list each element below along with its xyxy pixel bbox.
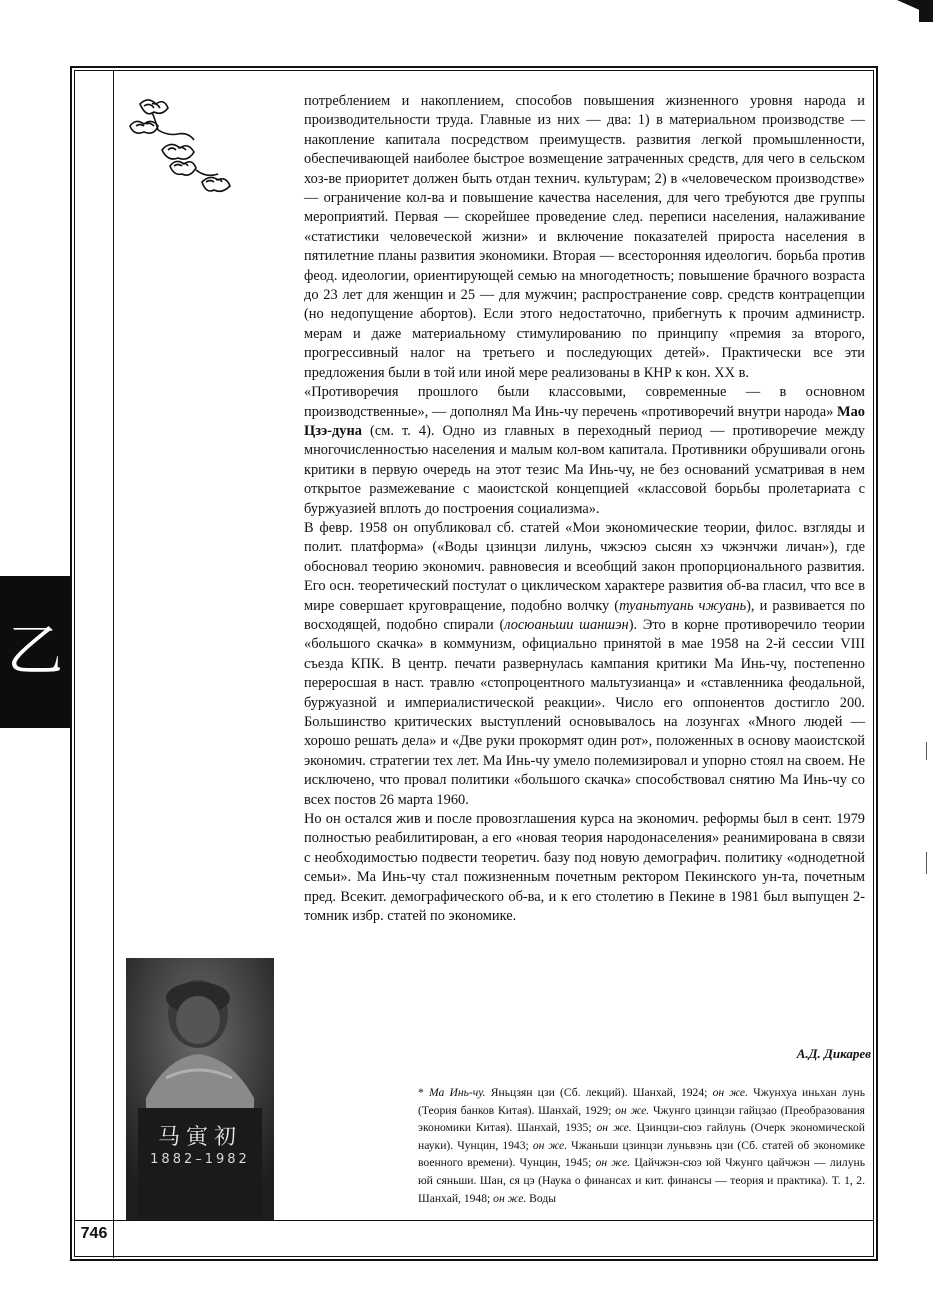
chinese-term: лосюаньши шаншэн [504,616,629,633]
bib-ibid: он же. [615,1103,650,1117]
scan-artifact-line [926,742,927,760]
bib-author: Ма Инь-чу. [429,1086,486,1099]
text-run: ), и развивается по восходящей, подобно спирали ( [304,597,865,633]
paragraph [304,519,865,810]
text-run: Цайчжэн-сюэ юй Чжунго цайчжэн — лилунь юй сяньши. Шан, ся цэ (Наука о финансах и кит. финансы — теория и практика). Т. 1, 2. Шанхай, 1948; [418,1156,865,1205]
cross-reference-name: Мао Цзэ-дуна [304,403,865,439]
paragraph [304,383,865,519]
paragraph: потреблением и накоплением, способов повышения жизненного уровня народа и производительности труда. Главные из них — два: 1) в материальном производстве — накопление капитала посредством преимуществ. развития легкой промышленности, обеспечивающей наиболее быстрое возмещение затраченных средств, для чего в сельском хоз-ве приоритет должен быть отдан технич. культурам; 2) в «человеческом производстве» — ограничение кол-ва и повышение качества населения, для чего требуются две группы мероприятий. Первая — скорейшее проведение след. переписи населения, налаживание «статистики человеческой жизни» и включение показателей прироста населения в пятилетние планы развития экономики. Вторая — всесторонняя идеологич. борьба против феод. идеологии, ориентирующей семью на многодетность; повышение брачного возраста до 23 лет для женщин и 25 — для мужчин; распространение совр. средств контрацепции (но недопущение абортов). Если этого недостаточно, прибегнуть к прочим администр. мерам и даже материальному стимулированию по принципу «премия за второго, прогрессивный налог на третьего и последующих детей». Практически все эти предложения были в той или иной мере реализованы в КНР к кон. XX в. [304,93,865,381]
left-margin-rule [113,70,114,1258]
text-run: Чжунго цзинцзи гайцзао (Преобразования экономики Китая). Шанхай, 1935; [418,1103,865,1135]
photo-caption-chars: 马寅初 [157,1125,242,1150]
bib-ibid: он же. [595,1156,631,1170]
bib-ibid: он же. [712,1086,748,1099]
article-body [304,92,865,926]
text-run: Воды [526,1191,557,1205]
page-number: 746 [80,1225,108,1242]
bottom-margin-rule [74,1220,874,1221]
text-run: * [418,1086,429,1099]
text-run: Яньцзян цзи (Сб. лекций). Шанхай, 1924; [485,1086,713,1099]
text-run: В февр. 1958 он опубликовал сб. статей «Мои экономические теории, филос. взгляды и полит. платформа» («Воды цзинцзи лилунь, чжэсюэ сысян хэ чжэнчжи личан»), где обосновал теорию экономич. равновесия и всеобщий закон пропорционального развития. Его осн. теоретический постулат о цикличеcком характере развития об-ва гласил, что все в мире совершает круговращение, подобно волчку ( [304,519,865,614]
bib-ibid: он же. [596,1121,632,1135]
portrait-photo [126,958,274,1220]
side-tab-glyph: 乙 [7,619,63,684]
photo-caption-years: 1882–1982 [150,1152,250,1167]
cloud-scroll-ornament-icon [122,94,240,202]
chinese-term: туаньтуань чжуань [619,597,747,614]
text-run: «Противоречия прошлого были классовыми, современные — в основном производственные», — дополнял Ма Инь-чу перечень «противоречий внутри народа» [304,384,865,420]
text-run: ). Это в корне противоречило теории «большого скачка» в коммунизм, официально принятой в мае 1958 на 2-й сессии VIII съезда КПК. В центр. печати развернулась кампания критики Ма Инь-чу, постепенно переросшая в наст. травлю «стопроцентного мальтузианца» и «ставленника феодальной, буржуазной и империалистической реакции». Число его оппонентов достигло 200. Большинство критических выступлений основывалось на лозунгах «Много людей — хорошо решать дела» и «Две руки прокормят один рот», положенных в основу маоистской экономич. стратегии тех лет. Ма Инь-чу умело полемизировал и упорно стоял на своем. Не исключено, что провал политики «большого скачка» способствовал снятию Ма Инь-чу со всех постов 26 марта 1960. [304,616,866,808]
bibliography [418,1084,865,1207]
bust-sculpture-image [126,958,274,1220]
text-run: Цзинцзи-сюэ гайлунь (Очерк экономической науки). Чунцин, 1943; [418,1121,865,1152]
scan-artifact-line [926,852,927,874]
bib-ibid: он же. [532,1138,568,1152]
article-author: А.Д. Дикарев [796,1046,871,1061]
bib-ibid: он же. [493,1191,527,1205]
text-run: Чжунхуа иньхан лунь (Теория банков Китая). Шанхай, 1929; [418,1086,866,1117]
paragraph: Но он остался жив и после провозглашения курса на экономич. реформы был в сент. 1979 полностью реабилитирован, а его «новая теория народонаселения» реанимирована в связи с необходимостью подвести теоретич. базу под новую демографич. политику «однодетной семьи». Ма Инь-чу стал пожизненным почетным ректором Пекинского ун-та, почетным пред. Всекит. демографического об-ва, и к его столетию в Пекине в 1981 был выпущен 2-томник избр. статей по экономике. [304,811,865,925]
text-run: (см. т. 4). Одно из главных в переходный период — противоречие между многочисленностью населения и малым кол-вом капитала. Противники обрушивали огонь критики в первую очередь на этот тезис Ма Инь-чу, не без оснований усматривая в нем открытое размежевание с маоистской концепцией «классовой борьбы пролетариата с буржуазией вплоть до построения социализма». [304,422,865,517]
corner-page-mark-block [919,0,933,22]
text-run: Чжаньши цзинцзи луньвэнь цзи (Сб. статей об экономике военного времени). Чунцин, 1945; [418,1138,866,1170]
